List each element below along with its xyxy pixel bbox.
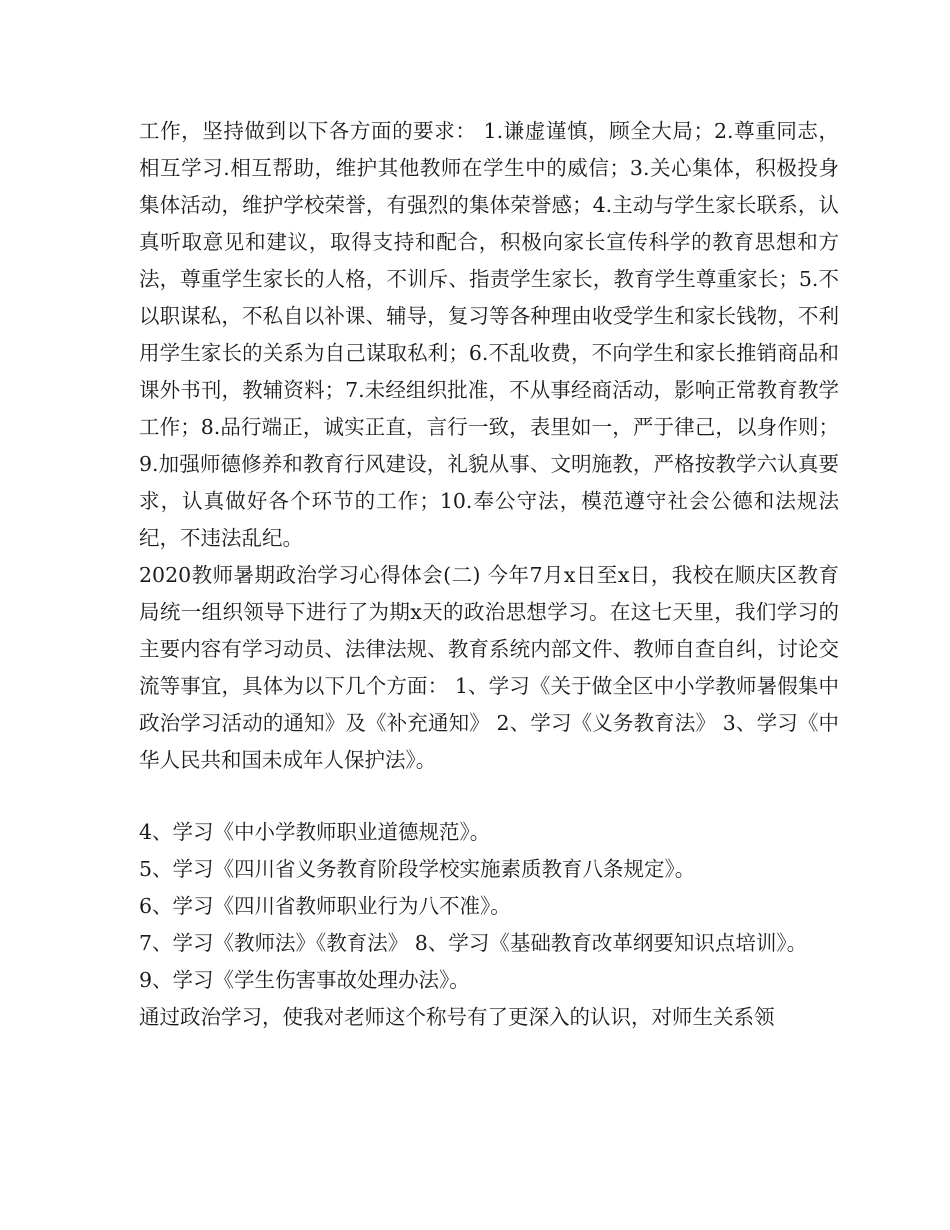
- paragraph-teacher-requirements: 工作，坚持做到以下各方面的要求： 1.谦虚谨慎，顾全大局；2.尊重同志，相互学习.相互帮助，维护其他教师在学生中的威信；3.关心集体，积极投身集体活动，维护学校荣誉，有强烈的集体荣誉感；4.主动与学生家长联系，认真听取意见和建议，取得支持和配合，积极向家长宣传科学的教育思想和方法，尊重学生家长的人格，不训斥、指责学生家长，教育学生尊重家长；5.不以职谋私，不私自以补课、辅导，复习等各种理由收受学生和家长钱物，不利用学生家长的关系为自己谋取私利；6.不乱收费，不向学生和家长推销商品和课外书刊，教辅资料；7.未经组织批准，不从事经商活动，影响正常教育教学工作；8.品行端正，诚实正直，言行一致，表里如一，严于律己，以身作则；9.加强师德修养和教育行风建设，礼貌从事、文明施教，严格按教学六认真要求，认真做好各个环节的工作；10.奉公守法，模范遵守社会公德和法规法纪，不违法乱纪。: [139, 119, 839, 550]
- paragraph-gap: [139, 779, 839, 814]
- study-item-4: 4、学习《中小学教师职业道德规范》。: [139, 820, 491, 844]
- paragraph-closing: 通过政治学习，使我对老师这个称号有了更深入的认识，对师生关系领: [139, 1005, 775, 1029]
- study-item-7-8: 7、学习《教师法》《教育法》 8、学习《基础教育改革纲要知识点培训》。: [139, 931, 808, 955]
- study-item-9: 9、学习《学生伤害事故处理办法》。: [139, 968, 470, 992]
- study-item-5: 5、学习《四川省义务教育阶段学校实施素质教育八条规定》。: [139, 857, 696, 881]
- document-page: [139, 113, 839, 1036]
- study-item-6: 6、学习《四川省教师职业行为八不准》。: [139, 894, 511, 918]
- paragraph-study-summary: 2020教师暑期政治学习心得体会(二) 今年7月x日至x日，我校在顺庆区教育局统一组织领导下进行了为期x天的政治思想学习。在这七天里，我们学习的主要内容有学习动员、法律法规、教育系统内部文件、教师自查自纠，讨论交流等事宜，具体为以下几个方面： 1、学习《关于做全区中小学教师暑假集中政治学习活动的通知》及《补充通知》 2、学习《义务教育法》 3、学习《中华人民共和国未成年人保护法》。: [139, 563, 839, 772]
